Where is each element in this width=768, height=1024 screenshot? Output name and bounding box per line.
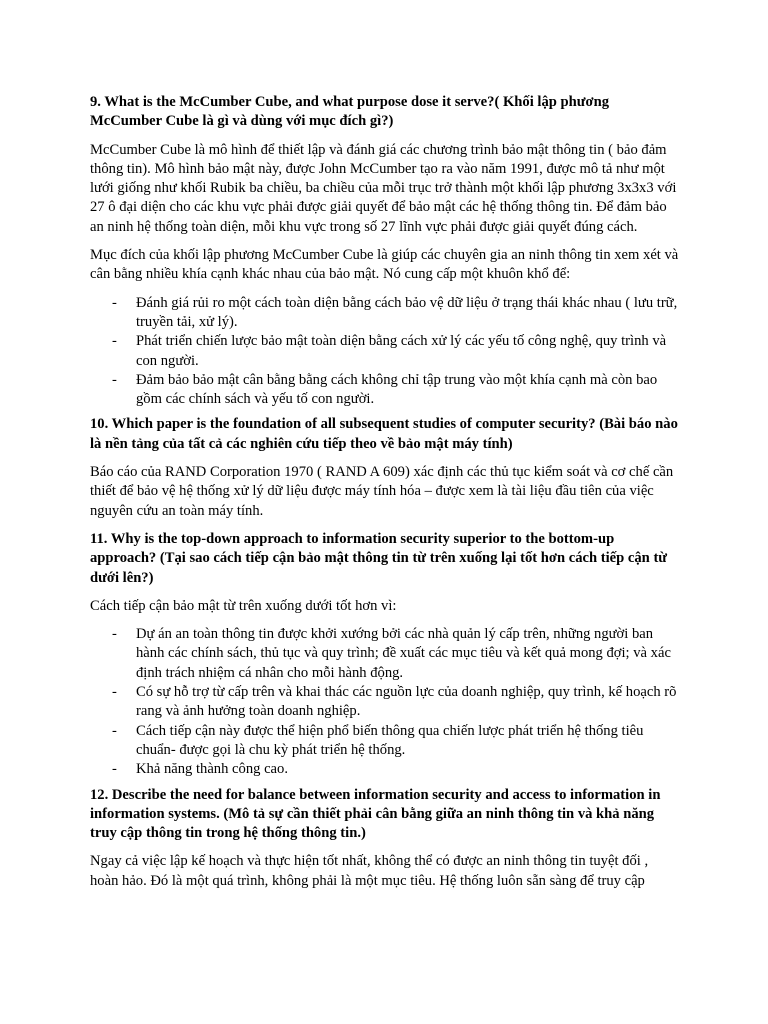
question-12-heading: 12. Describe the need for balance between information security and access to information in information systems. (Mô tả sự cần thiết phải cân bằng giữa an ninh thông tin và khả năng truy cập thông tin trong hệ thống thông tin.) [90, 786, 661, 842]
list-item [90, 371, 680, 410]
bullet-dash: - [112, 626, 117, 643]
bullet-dash: - [112, 371, 117, 388]
question-9-paragraph-2: Mục đích của khối lập phương McCumber Cube là giúp các chuyên gia an ninh thông tin xem xét và cân bằng nhiều khía cạnh khác nhau của bảo mật. Nó cung cấp một khuôn khổ để: [90, 247, 679, 283]
question-12-paragraph-1: Ngay cả việc lập kế hoạch và thực hiện tốt nhất, không thể có được an ninh thông tin tuyệt đối , hoàn hảo. Đó là một quá trình, không phải là một mục tiêu. Hệ thống luôn sẵn sàng để truy cập [90, 853, 649, 889]
bullet-dash: - [112, 294, 117, 311]
list-item-text: Khả năng thành công cao. [136, 761, 288, 778]
question-11-bullet-list [90, 625, 680, 779]
bullet-dash: - [112, 761, 117, 778]
question-10-heading: 10. Which paper is the foundation of all subsequent studies of computer security? (Bài báo nào là nền tảng của tất cả các nghiên cứu tiếp theo về bảo mật máy tính) [90, 416, 678, 452]
list-item [90, 683, 680, 722]
question-9-heading: 9. What is the McCumber Cube, and what purpose dose it serve?( Khối lập phương McCumber Cube là gì và dùng với mục đích gì?) [90, 94, 610, 130]
question-10-paragraph-1: Báo cáo của RAND Corporation 1970 ( RAND A 609) xác định các thủ tục kiểm soát và cơ chế cần thiết để bảo vệ hệ thống xử lý dữ liệu được máy tính hóa – được xem là tài liệu đầu tiên của việc nguyên cứu an toàn máy tính. [90, 464, 674, 519]
list-item [90, 294, 680, 333]
list-item-text: Dự án an toàn thông tin được khởi xướng bởi các nhà quản lý cấp trên, những người ban hành các chính sách, thủ tục và quy trình; đề xuất các mục tiêu và kết quả mong đợi; và xác định trách nhiệm cá nhân cho mỗi hành động. [136, 626, 671, 681]
question-9-paragraph-1: McCumber Cube là mô hình để thiết lập và đánh giá các chương trình bảo mật thông tin ( bảo đảm thông tin). Mô hình bảo mật này, được John McCumber tạo ra vào năm 1991, được mô tả như một lưới giống như khối Rubik ba chiều, ba chiều của mỗi trục trở thành một khối lập phương 3x3x3 với 27 ô đại diện cho các khu vực phải được giải quyết để bảo mật các hệ thống thông tin. Để đảm bảo an ninh hệ thống toàn diện, mỗi khu vực trong số 27 lĩnh vực phải được giải quyết đúng cách. [90, 141, 677, 235]
list-item-text: Đánh giá rủi ro một cách toàn diện bằng cách bảo vệ dữ liệu ở trạng thái khác nhau ( lưu trữ, truyền tải, xử lý). [136, 294, 678, 330]
list-item-text: Phát triển chiến lược bảo mật toàn diện bằng cách xử lý các yếu tố công nghệ, quy trình và con người. [136, 333, 667, 369]
document-page [90, 93, 680, 900]
bullet-dash: - [112, 722, 117, 739]
list-item-text: Cách tiếp cận này được thể hiện phổ biến thông qua chiến lược phát triển hệ thống tiêu chuẩn- được gọi là chu kỳ phát triển hệ thống. [136, 722, 644, 758]
list-item [90, 722, 680, 761]
question-9-bullet-list [90, 294, 680, 410]
list-item [90, 625, 680, 683]
list-item-text: Đảm bảo bảo mật cân bằng bằng cách không chỉ tập trung vào một khía cạnh mà còn bao gồm các chính sách và yếu tố con người. [136, 371, 658, 408]
list-item [90, 332, 680, 371]
question-11-heading: 11. Why is the top-down approach to information security superior to the bottom-up approach? (Tại sao cách tiếp cận bảo mật thông tin từ trên xuống lại tốt hơn cách tiếp cận từ dưới lên?) [90, 530, 668, 586]
bullet-dash: - [112, 333, 117, 350]
bullet-dash: - [112, 684, 117, 701]
question-11-paragraph-1: Cách tiếp cận bảo mật từ trên xuống dưới tốt hơn vì: [90, 597, 397, 614]
list-item [90, 760, 680, 779]
list-item-text: Có sự hỗ trợ từ cấp trên và khai thác các nguồn lực của doanh nghiệp, quy trình, kế hoạch rõ rang và ảnh hưởng toàn doanh nghiệp. [136, 684, 677, 720]
